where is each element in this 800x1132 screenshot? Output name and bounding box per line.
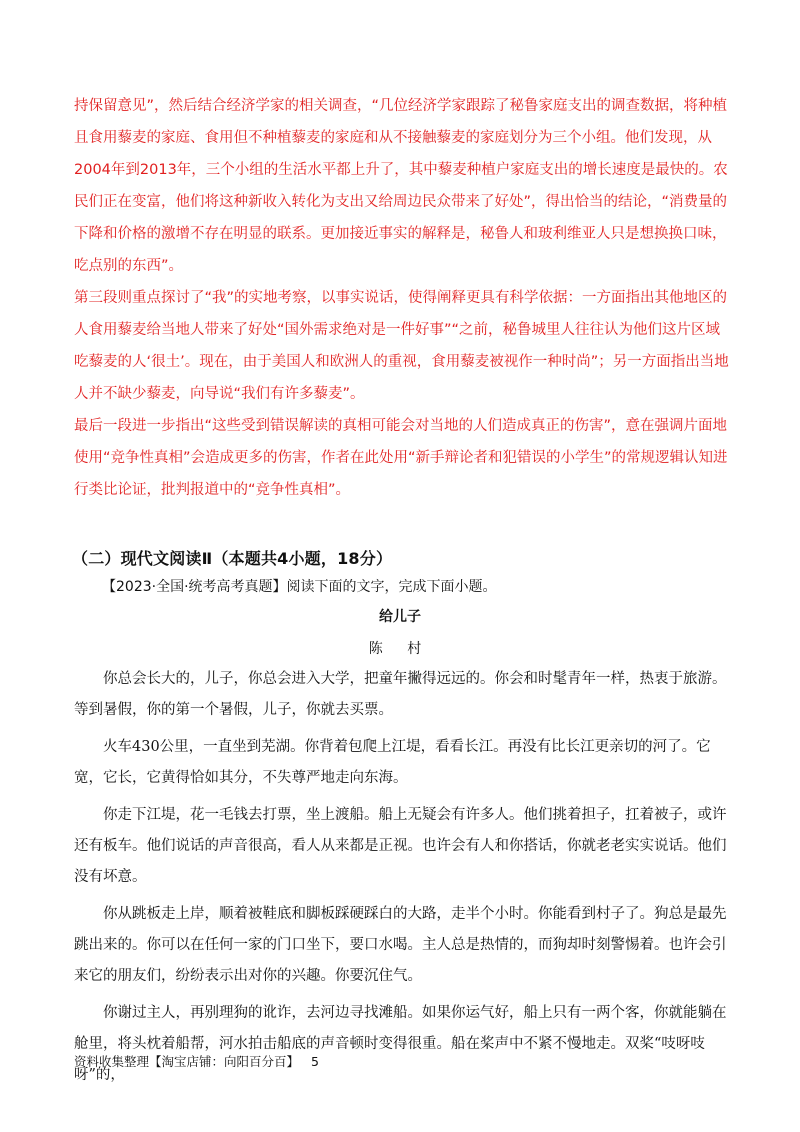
article-paragraph-3: 你走下江堤，花一毛钱去打票，坐上渡船。船上无疑会有许多人。他们挑着担子，扛着被子，或许还有板车。他们说话的声音很高，看人从来都是正视。也许会有人和你搭话，你就老老实实说话。他们没有坏意。 bbox=[74, 807, 727, 885]
article-paragraph-2: 火车430公里，一直坐到芜湖。你背着包爬上江堤，看看长江。再没有比长江更亲切的河了。它宽，它长，它黄得恰如其分，不失尊严地走向东海。 bbox=[74, 739, 711, 786]
section-title: （二）现代文阅读Ⅱ（本题共4小题，18分） bbox=[72, 549, 393, 568]
analysis-paragraph-1: 持保留意见”，然后结合经济学家的相关调查，“几位经济学家跟踪了秘鲁家庭支出的调查数据，将种植且食用藜麦的家庭、食用但不种植藜麦的家庭和从不接触藜麦的家庭划分为三个小组。他们发现，从2004年到2013年，三个小组的生活水平都上升了，其中藜麦种植户家庭支出的增长速度是最快的。农民们正在变富，他们将这种新收入转化为支出又给周边民众带来了好处”，得出恰当的结论，“消费量的下降和价格的激增不存在明显的联系。更加接近事实的解释是，秘鲁人和玻利维亚人只是想换换口味，吃点别的东西”。 bbox=[74, 98, 728, 274]
footer-source-text: 资料收集整理【淘宝店铺：向阳百分百】 bbox=[74, 1054, 300, 1069]
article-paragraph-5: 你谢过主人，再别理狗的讹诈，去河边寻找滩船。如果你运气好，船上只有一两个客，你就能躺在舱里，将头枕着船帮，河水拍击船底的声音顿时变得很重。船在桨声中不紧不慢地走。双桨“吱呀吱呀”的， bbox=[74, 1005, 727, 1083]
page-number: 5 bbox=[311, 1054, 319, 1069]
page-footer bbox=[74, 1052, 319, 1070]
article-title: 给儿子 bbox=[379, 609, 421, 625]
article-paragraph-4: 你从跳板走上岸，顺着被鞋底和脚板踩硬踩白的大路，走半个小时。你能看到村子了。狗总是最先跳出来的。你可以在任何一家的门口坐下，要口水喝。主人总是热情的，而狗却时刻警惕着。也许会引来它的朋友们，纷纷表示出对你的兴趣。你要沉住气。 bbox=[74, 906, 727, 984]
analysis-block bbox=[74, 90, 730, 506]
question-intro: 【2023·全国·统考高考真题】阅读下面的文字，完成下面小题。 bbox=[102, 579, 497, 595]
article-paragraph-1: 你总会长大的，儿子，你总会进入大学，把童年撇得远远的。你会和时髦青年一样，热衷于旅游。等到暑假，你的第一个暑假，儿子，你就去买票。 bbox=[74, 671, 727, 718]
analysis-paragraph-3: 最后一段进一步指出“这些受到错误解读的真相可能会对当地的人们造成真正的伤害”，意在强调片面地使用“竞争性真相”会造成更多的伤害，作者在此处用“新手辩论者和犯错误的小学生”的常规逻辑认知进行类比论证，批判报道中的“竞争性真相”。 bbox=[74, 418, 728, 498]
article-author: 陈 村 bbox=[368, 641, 432, 657]
article-body bbox=[74, 664, 730, 1097]
analysis-paragraph-2: 第三段则重点探讨了“我”的实地考察，以事实说话，使得阐释更具有科学依据：一方面指出其他地区的人食用藜麦给当地人带来了好处“国外需求绝对是一件好事”“之前，秘鲁城里人往往认为他们这片区域吃藜麦的人‘很土’。现在，由于美国人和欧洲人的重视，食用藜麦被视作一种时尚”；另一方面指出当地人并不缺少藜麦，向导说“我们有许多藜麦”。 bbox=[74, 290, 729, 402]
